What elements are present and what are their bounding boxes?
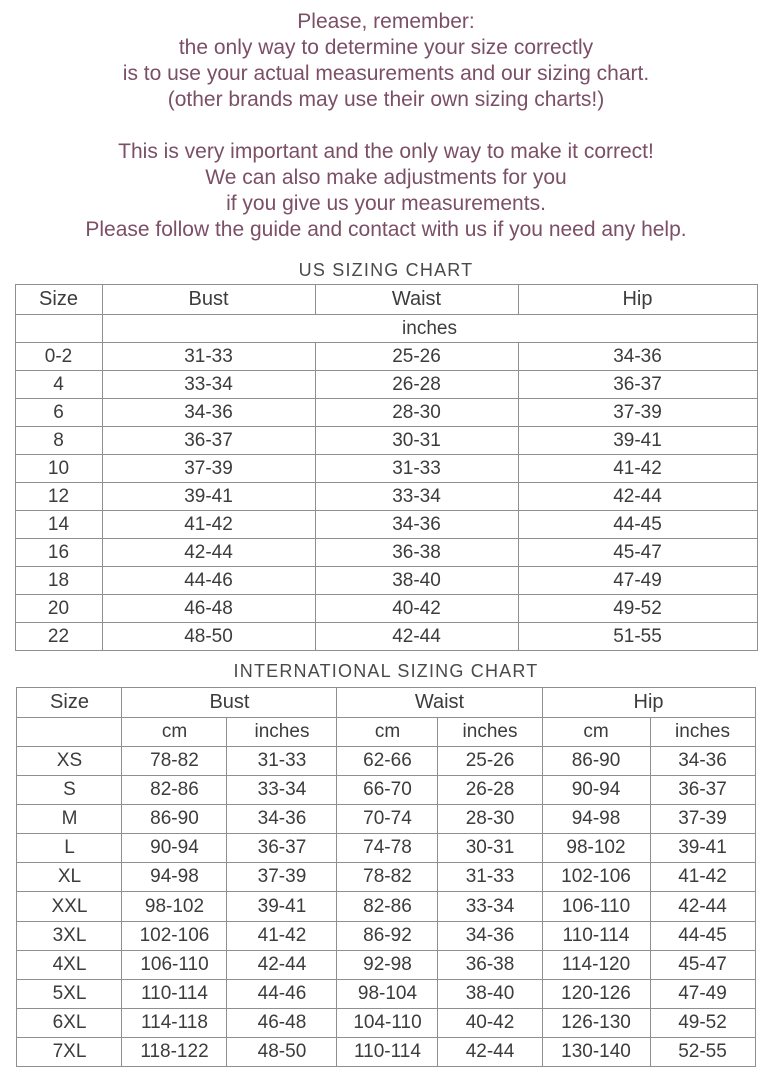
- unit-label-cm: cm: [122, 718, 227, 747]
- intro-text-block: [0, 0, 772, 243]
- us-unit-row: [15, 315, 757, 343]
- waist-cm-cell: 62-66: [337, 747, 438, 776]
- size-cell: 8: [15, 427, 102, 455]
- size-cell: 0-2: [15, 343, 102, 371]
- bust-cm-cell: 90-94: [122, 834, 227, 863]
- bust-cell: 48-50: [102, 623, 315, 651]
- bust-cell: 46-48: [102, 595, 315, 623]
- bust-inches-cell: 31-33: [227, 747, 337, 776]
- waist-cm-cell: 70-74: [337, 805, 438, 834]
- table-row: [17, 979, 755, 1008]
- size-cell: 4XL: [17, 950, 122, 979]
- bust-inches-cell: 39-41: [227, 892, 337, 921]
- empty-cell: [15, 315, 102, 343]
- hip-inches-cell: 42-44: [650, 892, 755, 921]
- hip-cm-cell: 126-130: [542, 1008, 650, 1037]
- waist-cell: 31-33: [315, 455, 518, 483]
- bust-cell: 41-42: [102, 511, 315, 539]
- waist-cm-cell: 98-104: [337, 979, 438, 1008]
- unit-label-cm: cm: [542, 718, 650, 747]
- waist-cm-cell: 74-78: [337, 834, 438, 863]
- intro-paragraph-1: [0, 9, 772, 113]
- hip-cm-cell: 120-126: [542, 979, 650, 1008]
- table-row: [15, 343, 757, 371]
- size-cell: 18: [15, 567, 102, 595]
- waist-inches-cell: 26-28: [438, 776, 542, 805]
- bust-cm-cell: 114-118: [122, 1008, 227, 1037]
- size-cell: M: [17, 805, 122, 834]
- table-row: [15, 399, 757, 427]
- size-cell: 16: [15, 539, 102, 567]
- unit-label-inches: inches: [102, 315, 757, 343]
- hip-inches-cell: 44-45: [650, 921, 755, 950]
- intl-unit-row: [17, 718, 755, 747]
- waist-inches-cell: 42-44: [438, 1037, 542, 1066]
- waist-inches-cell: 36-38: [438, 950, 542, 979]
- bust-cell: 44-46: [102, 567, 315, 595]
- size-cell: S: [17, 776, 122, 805]
- table-row: [15, 595, 757, 623]
- waist-cm-cell: 78-82: [337, 863, 438, 892]
- intro-line: We can also make adjustments for you: [205, 166, 567, 189]
- size-cell: 6: [15, 399, 102, 427]
- table-row: [17, 1037, 755, 1066]
- waist-cell: 33-34: [315, 483, 518, 511]
- table-row: [17, 921, 755, 950]
- international-sizing-table: [16, 687, 755, 1067]
- hip-cell: 37-39: [518, 399, 757, 427]
- hip-inches-cell: 47-49: [650, 979, 755, 1008]
- size-cell: 4: [15, 371, 102, 399]
- table-row: [17, 950, 755, 979]
- size-cell: 14: [15, 511, 102, 539]
- waist-cell: 28-30: [315, 399, 518, 427]
- hip-cm-cell: 90-94: [542, 776, 650, 805]
- size-cell: 3XL: [17, 921, 122, 950]
- hip-cm-cell: 110-114: [542, 921, 650, 950]
- hip-cm-cell: 86-90: [542, 747, 650, 776]
- intl-header-row: [17, 688, 755, 718]
- bust-inches-cell: 48-50: [227, 1037, 337, 1066]
- unit-label-cm: cm: [337, 718, 438, 747]
- column-header-size: Size: [17, 688, 122, 718]
- us-chart-title: US SIZING CHART: [298, 260, 474, 280]
- hip-cm-cell: 102-106: [542, 863, 650, 892]
- hip-inches-cell: 39-41: [650, 834, 755, 863]
- bust-inches-cell: 34-36: [227, 805, 337, 834]
- table-row: [17, 805, 755, 834]
- hip-cm-cell: 106-110: [542, 892, 650, 921]
- size-cell: 10: [15, 455, 102, 483]
- bust-cell: 37-39: [102, 455, 315, 483]
- bust-inches-cell: 36-37: [227, 834, 337, 863]
- waist-cm-cell: 110-114: [337, 1037, 438, 1066]
- column-header-size: Size: [15, 285, 102, 315]
- waist-cell: 42-44: [315, 623, 518, 651]
- bust-inches-cell: 44-46: [227, 979, 337, 1008]
- bust-inches-cell: 41-42: [227, 921, 337, 950]
- hip-cell: 36-37: [518, 371, 757, 399]
- us-sizing-table: [15, 284, 758, 651]
- bust-inches-cell: 42-44: [227, 950, 337, 979]
- unit-label-inches: inches: [438, 718, 542, 747]
- hip-cell: 41-42: [518, 455, 757, 483]
- bust-inches-cell: 33-34: [227, 776, 337, 805]
- table-row: [17, 863, 755, 892]
- hip-inches-cell: 37-39: [650, 805, 755, 834]
- hip-inches-cell: 52-55: [650, 1037, 755, 1066]
- waist-inches-cell: 40-42: [438, 1008, 542, 1037]
- table-row: [15, 427, 757, 455]
- hip-cell: 51-55: [518, 623, 757, 651]
- us-header-row: [15, 285, 757, 315]
- hip-cell: 45-47: [518, 539, 757, 567]
- hip-cm-cell: 114-120: [542, 950, 650, 979]
- hip-cell: 44-45: [518, 511, 757, 539]
- waist-cm-cell: 92-98: [337, 950, 438, 979]
- waist-cell: 25-26: [315, 343, 518, 371]
- bust-cm-cell: 98-102: [122, 892, 227, 921]
- waist-cm-cell: 66-70: [337, 776, 438, 805]
- size-cell: 22: [15, 623, 102, 651]
- bust-cm-cell: 118-122: [122, 1037, 227, 1066]
- intro-line: the only way to determine your size correctly: [178, 36, 594, 59]
- column-header-waist: Waist: [315, 285, 518, 315]
- hip-cell: 47-49: [518, 567, 757, 595]
- hip-inches-cell: 49-52: [650, 1008, 755, 1037]
- hip-inches-cell: 41-42: [650, 863, 755, 892]
- column-header-hip: Hip: [518, 285, 757, 315]
- waist-cm-cell: 82-86: [337, 892, 438, 921]
- bust-cm-cell: 82-86: [122, 776, 227, 805]
- column-header-bust: Bust: [122, 688, 337, 718]
- bust-inches-cell: 37-39: [227, 863, 337, 892]
- bust-cell: 33-34: [102, 371, 315, 399]
- hip-cm-cell: 94-98: [542, 805, 650, 834]
- empty-cell: [17, 718, 122, 747]
- bust-inches-cell: 46-48: [227, 1008, 337, 1037]
- bust-cell: 39-41: [102, 483, 315, 511]
- size-cell: 6XL: [17, 1008, 122, 1037]
- table-row: [15, 455, 757, 483]
- intro-line: if you give us your measurements.: [226, 192, 546, 215]
- waist-inches-cell: 38-40: [438, 979, 542, 1008]
- bust-cm-cell: 102-106: [122, 921, 227, 950]
- waist-cell: 38-40: [315, 567, 518, 595]
- intro-line: (other brands may use their own sizing charts!): [167, 88, 605, 111]
- waist-inches-cell: 31-33: [438, 863, 542, 892]
- unit-label-inches: inches: [650, 718, 755, 747]
- column-header-hip: Hip: [542, 688, 755, 718]
- table-row: [17, 776, 755, 805]
- table-row: [17, 892, 755, 921]
- hip-cell: 49-52: [518, 595, 757, 623]
- waist-cell: 36-38: [315, 539, 518, 567]
- hip-cm-cell: 130-140: [542, 1037, 650, 1066]
- size-cell: XS: [17, 747, 122, 776]
- hip-cell: 34-36: [518, 343, 757, 371]
- bust-cm-cell: 78-82: [122, 747, 227, 776]
- intro-line: Please, remember:: [297, 10, 475, 33]
- hip-cell: 42-44: [518, 483, 757, 511]
- bust-cm-cell: 106-110: [122, 950, 227, 979]
- waist-cell: 26-28: [315, 371, 518, 399]
- table-row: [17, 834, 755, 863]
- bust-cell: 34-36: [102, 399, 315, 427]
- hip-inches-cell: 45-47: [650, 950, 755, 979]
- size-cell: XL: [17, 863, 122, 892]
- waist-inches-cell: 33-34: [438, 892, 542, 921]
- intro-line: is to use your actual measurements and our sizing chart.: [122, 62, 650, 85]
- hip-cell: 39-41: [518, 427, 757, 455]
- waist-cell: 30-31: [315, 427, 518, 455]
- intro-paragraph-2: [0, 139, 772, 243]
- size-cell: XXL: [17, 892, 122, 921]
- table-row: [15, 483, 757, 511]
- intro-line: This is very important and the only way to make it correct!: [118, 140, 654, 163]
- bust-cm-cell: 110-114: [122, 979, 227, 1008]
- waist-inches-cell: 30-31: [438, 834, 542, 863]
- size-cell: L: [17, 834, 122, 863]
- waist-cm-cell: 86-92: [337, 921, 438, 950]
- table-row: [15, 623, 757, 651]
- table-row: [17, 747, 755, 776]
- column-header-bust: Bust: [102, 285, 315, 315]
- bust-cell: 42-44: [102, 539, 315, 567]
- international-chart-title: INTERNATIONAL SIZING CHART: [233, 661, 539, 681]
- size-cell: 12: [15, 483, 102, 511]
- waist-cm-cell: 104-110: [337, 1008, 438, 1037]
- column-header-waist: Waist: [337, 688, 542, 718]
- size-cell: 7XL: [17, 1037, 122, 1066]
- table-row: [15, 511, 757, 539]
- size-cell: 5XL: [17, 979, 122, 1008]
- size-cell: 20: [15, 595, 102, 623]
- table-row: [17, 1008, 755, 1037]
- hip-cm-cell: 98-102: [542, 834, 650, 863]
- waist-inches-cell: 25-26: [438, 747, 542, 776]
- table-row: [15, 371, 757, 399]
- hip-inches-cell: 36-37: [650, 776, 755, 805]
- bust-cell: 31-33: [102, 343, 315, 371]
- bust-cm-cell: 86-90: [122, 805, 227, 834]
- unit-label-inches: inches: [227, 718, 337, 747]
- bust-cm-cell: 94-98: [122, 863, 227, 892]
- hip-inches-cell: 34-36: [650, 747, 755, 776]
- waist-cell: 34-36: [315, 511, 518, 539]
- waist-inches-cell: 34-36: [438, 921, 542, 950]
- bust-cell: 36-37: [102, 427, 315, 455]
- waist-cell: 40-42: [315, 595, 518, 623]
- intro-line: Please follow the guide and contact with us if you need any help.: [85, 218, 687, 241]
- waist-inches-cell: 28-30: [438, 805, 542, 834]
- table-row: [15, 567, 757, 595]
- table-row: [15, 539, 757, 567]
